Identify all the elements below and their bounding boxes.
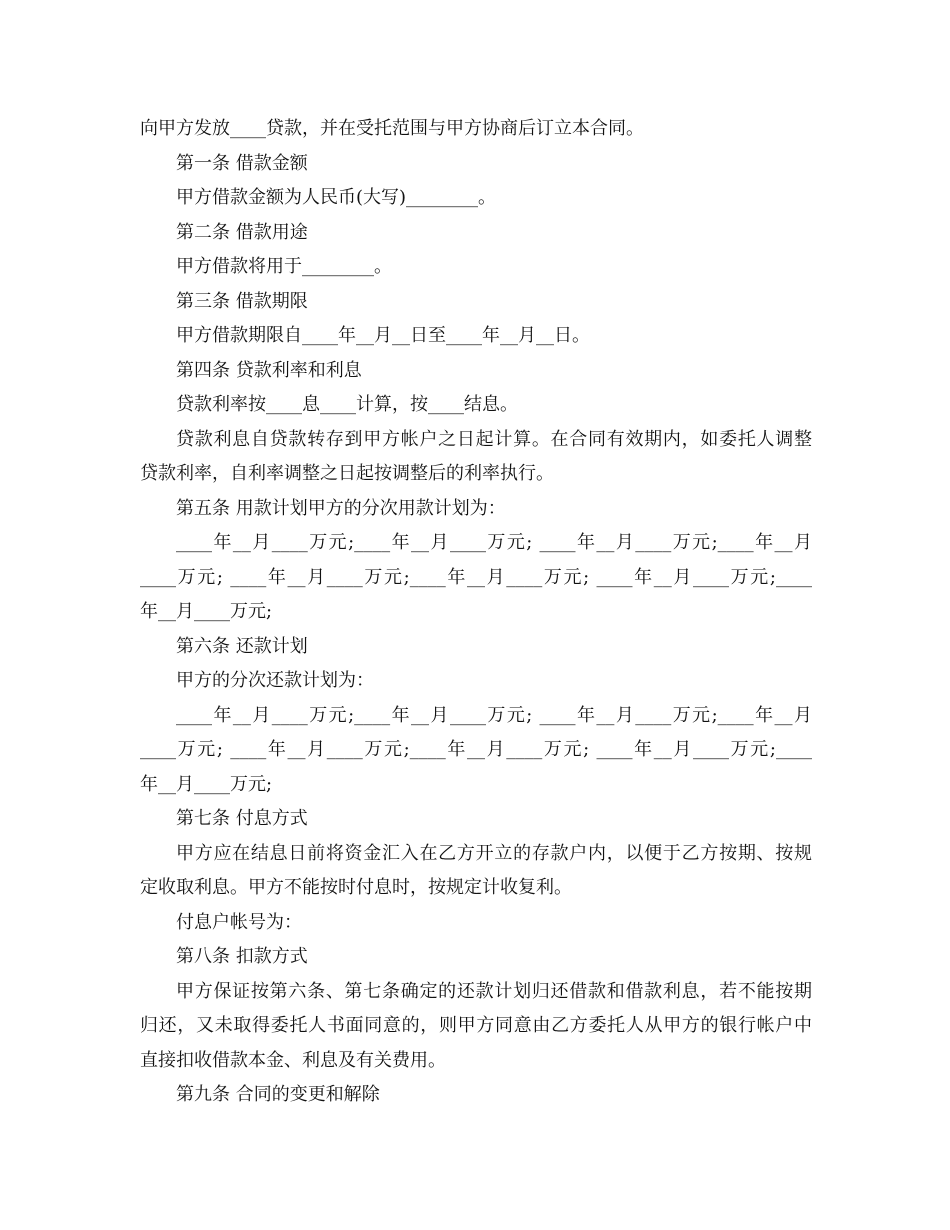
interest-payment-clause-line-2: 定收取利息。甲方不能按时付息时，按规定计收复利。 xyxy=(140,877,572,898)
article-4-heading: 第四条 贷款利率和利息 xyxy=(176,359,362,381)
loan-purpose-clause: 甲方借款将用于________。 xyxy=(176,256,392,277)
interest-calc-clause-line-1: 贷款利息自贷款转存到甲方帐户之日起计算。在合同有效期内，如委托人调整 xyxy=(176,428,812,450)
article-9-heading: 第九条 合同的变更和解除 xyxy=(176,1084,380,1105)
interest-rate-clause: 贷款利率按____息____计算，按____结息。 xyxy=(176,394,518,415)
article-2-heading: 第二条 借款用途 xyxy=(176,221,308,243)
article-1-heading: 第一条 借款金额 xyxy=(176,152,308,174)
repayment-plan-line-2: ____万元; ____年__月____万元;____年__月____万元; ____年__月____万元;____ xyxy=(140,739,812,760)
article-7-heading: 第七条 付息方式 xyxy=(176,808,308,829)
repayment-plan-line-3: 年__月____万元; xyxy=(140,773,273,795)
deduction-clause-line-3: 直接扣收借款本金、利息及有关费用。 xyxy=(140,1049,446,1071)
repayment-plan-line-1: ____年__月____万元;____年__月____万元; ____年__月____万元;____年__月 xyxy=(176,704,812,726)
interest-payment-clause-line-1: 甲方应在结息日前将资金汇入在乙方开立的存款户内，以便于乙方按期、按规 xyxy=(176,842,812,864)
interest-account-label: 付息户帐号为： xyxy=(176,911,302,933)
deduction-clause-line-1: 甲方保证按第六条、第七条确定的还款计划归还借款和借款利息，若不能按期 xyxy=(176,980,812,1002)
deduction-clause-line-2: 归还，又未取得委托人书面同意的，则甲方同意由乙方委托人从甲方的银行帐户中 xyxy=(140,1015,812,1036)
article-6-heading: 第六条 还款计划 xyxy=(176,635,308,657)
article-3-heading: 第三条 借款期限 xyxy=(176,290,308,312)
article-8-heading: 第八条 扣款方式 xyxy=(176,946,308,967)
paragraph-continuation: 向甲方发放____贷款，并在受托范围与甲方协商后订立本合同。 xyxy=(140,118,644,139)
document-page xyxy=(140,112,812,1113)
drawdown-plan-line-3: 年__月____万元; xyxy=(140,601,273,622)
loan-term-clause: 甲方借款期限自____年__月__日至____年__月__日。 xyxy=(176,325,590,346)
drawdown-plan-line-2: ____万元; ____年__月____万元;____年__月____万元; ____年__月____万元;____ xyxy=(140,566,812,588)
article-5-heading: 第五条 用款计划甲方的分次用款计划为： xyxy=(176,497,506,519)
loan-amount-clause: 甲方借款金额为人民币(大写)________。 xyxy=(176,187,497,208)
interest-calc-clause-line-2: 贷款利率，自利率调整之日起按调整后的利率执行。 xyxy=(140,463,554,484)
drawdown-plan-line-1: ____年__月____万元;____年__月____万元; ____年__月____万元;____年__月 xyxy=(176,532,812,553)
repayment-plan-intro: 甲方的分次还款计划为： xyxy=(176,670,374,691)
